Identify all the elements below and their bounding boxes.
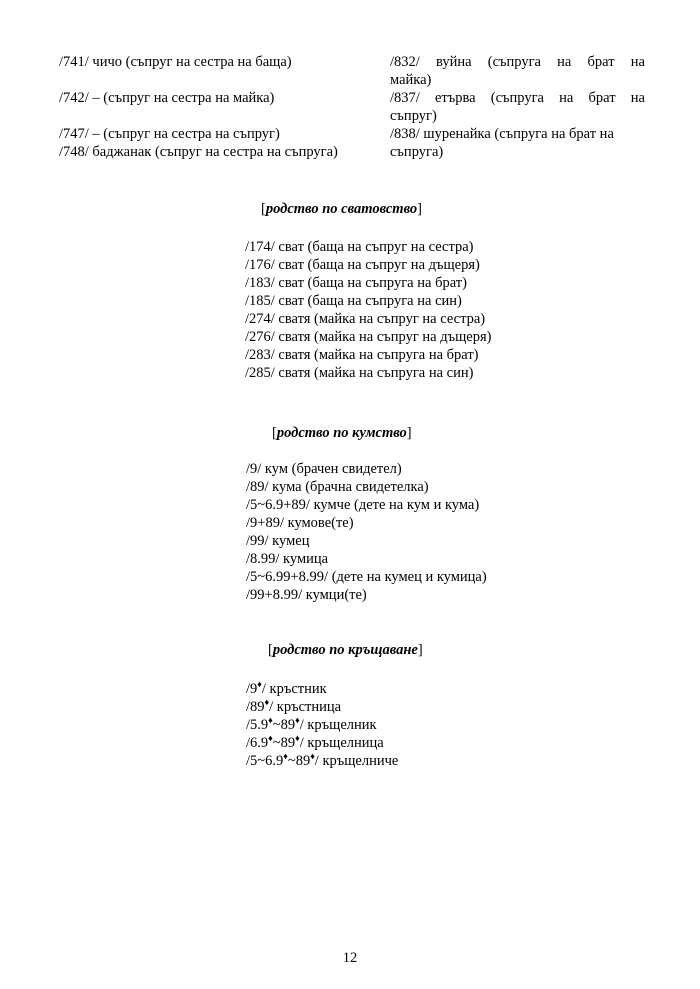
diamond-icon: ♦	[295, 715, 300, 725]
list-item: /276/ сватя (майка на съпруг на дъщеря)	[245, 329, 492, 345]
blank-line	[59, 71, 384, 89]
diamond-icon: ♦	[257, 679, 262, 689]
list-item: /285/ сватя (майка на съпруга на син)	[245, 365, 474, 381]
list-item: /9+89/ кумове(те)	[246, 515, 354, 531]
diamond-icon: ♦	[264, 697, 270, 707]
list-item: /9♦/ кръстник	[246, 679, 327, 697]
entry-742: /742/ – (съпруг на сестра на майка)	[59, 90, 275, 106]
entry-837-line1: /837/ етърва (съпруга на брат на	[390, 90, 645, 106]
blank-line	[59, 107, 384, 125]
list-item: /185/ сват (баща на съпруга на син)	[245, 293, 462, 309]
entry-748: /748/ баджанак (съпруг на сестра на съпруга)	[59, 144, 338, 160]
list-item: /99+8.99/ кумци(те)	[246, 587, 367, 603]
svatovstvo-list	[245, 238, 491, 382]
left-column	[59, 53, 384, 161]
list-item: /5~6.9♦~89♦/ кръщелниче	[246, 751, 399, 769]
list-item: /5~6.9+89/ кумче (дете на кум и кума)	[246, 497, 480, 513]
list-item: /8.99/ кумица	[246, 551, 329, 567]
entry-747: /747/ – (съпруг на сестра на съпруг)	[59, 126, 280, 142]
diamond-icon: ♦	[283, 751, 288, 761]
list-item: /99/ кумец	[246, 533, 310, 549]
entry-741: /741/ чичо (съпруг на сестра на баща)	[59, 54, 292, 70]
list-item: /183/ сват (баща на съпруга на брат)	[245, 275, 467, 291]
entry-832-line2: майка)	[390, 72, 432, 88]
krashtavane-list	[246, 680, 398, 770]
list-item: /9/ кум (брачен свидетел)	[246, 461, 402, 477]
section-heading-krashtavane: [родство по кръщаване]	[268, 642, 423, 658]
entry-838-line1: /838/ шуренайка (съпруга на брат на	[390, 126, 614, 142]
list-item: /274/ сватя (майка на съпруг на сестра)	[245, 311, 486, 327]
list-item: /5~6.99+8.99/ (дете на кумец и кумица)	[246, 569, 487, 585]
right-column	[390, 53, 645, 161]
list-item: /5.9♦~89♦/ кръщелник	[246, 715, 377, 733]
entry-838-line2: съпруга)	[390, 144, 444, 160]
list-item: /89/ кума (брачна свидетелка)	[246, 479, 429, 495]
list-item: /174/ сват (баща на съпруг на сестра)	[245, 239, 474, 255]
section-heading-svatovstvo: [родство по сватовство]	[261, 201, 422, 217]
diamond-icon: ♦	[268, 733, 273, 743]
diamond-icon: ♦	[295, 733, 300, 743]
list-item: /89♦/ кръстница	[246, 697, 342, 715]
section-heading-kumstvo: [родство по кумство]	[272, 425, 412, 441]
list-item: /283/ сватя (майка на съпруга на брат)	[245, 347, 479, 363]
diamond-icon: ♦	[268, 715, 273, 725]
diamond-icon: ♦	[310, 751, 315, 761]
entry-832-line1: /832/ вуйна (съпруга на брат на	[390, 54, 645, 70]
list-item: /6.9♦~89♦/ кръщелница	[246, 733, 384, 751]
kumstvo-list	[246, 460, 487, 604]
page-number: 12	[342, 950, 358, 966]
entry-837-line2: съпруг)	[390, 108, 437, 124]
list-item: /176/ сват (баща на съпруг на дъщеря)	[245, 257, 480, 273]
